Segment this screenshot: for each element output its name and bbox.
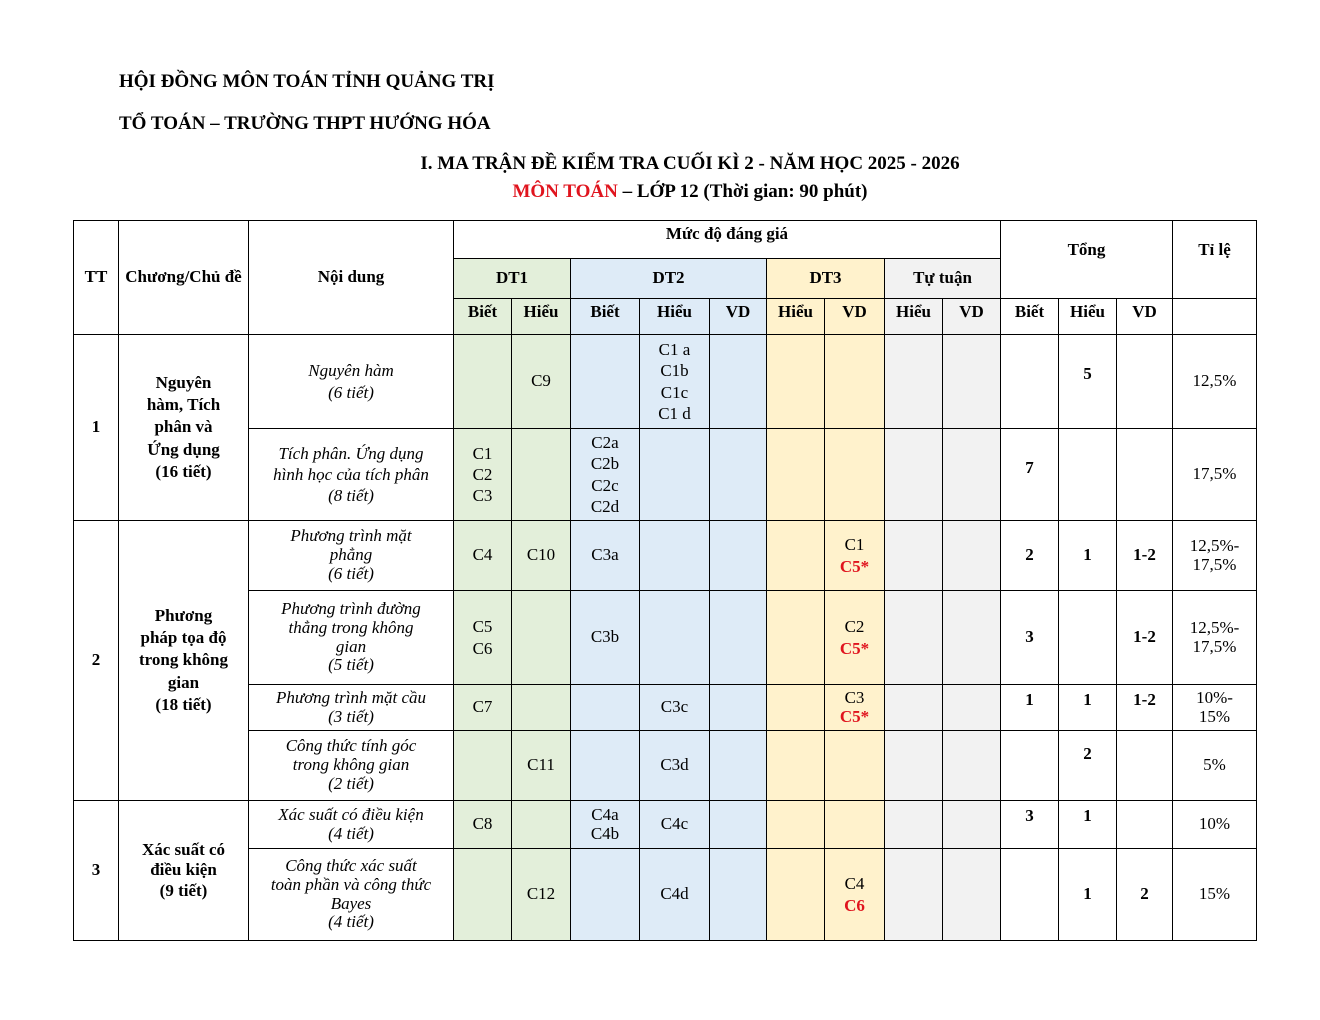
table-row [74,521,1257,591]
q-cell: C5 C6 [454,591,512,685]
total-cell: 3 [1001,801,1059,849]
q-cell: C4d [640,849,710,941]
col-dt2: DT2 [571,259,767,299]
content-cell: Tích phân. Ứng dụng hình học của tích phân (8 tiết) [249,429,454,521]
q-cell: C3d [640,731,710,801]
dt1-biet: Biết [454,299,512,335]
q-cell: C4 C6 [825,849,885,941]
tong-hieu: Hiểu [1059,299,1117,335]
content-cell: Phương trình mặt cầu (3 tiết) [249,685,454,731]
q-cell: C11 [512,731,571,801]
subject-name: MÔN TOÁN [512,181,618,202]
total-cell: 5 [1059,335,1117,429]
q-cell: C2 C5* [825,591,885,685]
total-cell: 1-2 [1117,591,1173,685]
content-cell: Công thức tính góc trong không gian (2 tiết) [249,731,454,801]
total-cell: 3 [1001,591,1059,685]
total-cell: 1 [1059,849,1117,941]
chapter-name: Phương pháp tọa độ trong không gian (18 tiết) [119,521,249,801]
tong-biet: Biết [1001,299,1059,335]
total-cell: 2 [1117,849,1173,941]
q-cell: C10 [512,521,571,591]
col-level: Mức độ đáng giá [454,221,1001,259]
col-tt: TT [74,221,119,335]
ratio-cell: 10% [1173,801,1257,849]
dt2-biet: Biết [571,299,640,335]
ratio-cell: 5% [1173,731,1257,801]
tutuan-vd: VD [943,299,1001,335]
dt3-vd: VD [825,299,885,335]
exam-matrix-table [73,220,1257,941]
page-title: I. MA TRẬN ĐỀ KIỂM TRA CUỐI KÌ 2 - NĂM HỌC 2025 - 2026 [420,153,960,174]
q-cell: C3b [571,591,640,685]
q-cell: C3 C5* [825,685,885,731]
dt3-hieu: Hiểu [767,299,825,335]
subtitle-rest: – LỚP 12 (Thời gian: 90 phút) [617,181,868,202]
total-cell: 2 [1059,731,1117,801]
content-cell: Nguyên hàm (6 tiết) [249,335,454,429]
content-cell: Công thức xác suất toàn phần và công thức Bayes (4 tiết) [249,849,454,941]
chapter-name: Xác suất có điều kiện (9 tiết) [119,801,249,941]
header-line-1: HỘI ĐỒNG MÔN TOÁN TỈNH QUẢNG TRỊ [119,71,495,92]
chapter-tt: 2 [74,521,119,801]
ratio-cell: 12,5%- 17,5% [1173,521,1257,591]
chapter-tt: 1 [74,335,119,521]
q-cell: C4c [640,801,710,849]
ratio-cell: 10%- 15% [1173,685,1257,731]
q-cell: C12 [512,849,571,941]
ratio-cell: 12,5%- 17,5% [1173,591,1257,685]
total-cell: 1 [1059,685,1117,731]
q-cell: C3c [640,685,710,731]
header-row-1 [74,221,1257,259]
total-cell: 1 [1059,521,1117,591]
total-cell: 2 [1001,521,1059,591]
ratio-cell: 12,5% [1173,335,1257,429]
content-cell: Phương trình mặt phẳng (6 tiết) [249,521,454,591]
dt1-hieu: Hiểu [512,299,571,335]
ratio-cell: 15% [1173,849,1257,941]
col-dt1: DT1 [454,259,571,299]
q-cell: C1 C2 C3 [454,429,512,521]
table-row [74,429,1257,521]
ratio-cell: 17,5% [1173,429,1257,521]
chapter-name: Nguyên hàm, Tích phân và Ứng dụng (16 tiết) [119,335,249,521]
content-cell: Phương trình đường thẳng trong không gian (5 tiết) [249,591,454,685]
tile-blank [1173,299,1257,335]
page-subtitle [30,181,1320,203]
col-content: Nội dung [249,221,454,335]
total-cell: 7 [1001,429,1059,521]
total-cell: 1-2 [1117,685,1173,731]
dt2-hieu: Hiểu [640,299,710,335]
table-row [74,591,1257,685]
q-cell: C4a C4b [571,801,640,849]
table-row [74,335,1257,429]
col-chapter: Chương/Chủ đề [119,221,249,335]
q-cell: C8 [454,801,512,849]
q-cell: C4 [454,521,512,591]
total-cell: 1 [1001,685,1059,731]
total-cell: 1 [1059,801,1117,849]
q-cell: C3a [571,521,640,591]
total-cell: 1-2 [1117,521,1173,591]
q-cell: C2a C2b C2c C2d [571,429,640,521]
table-row [74,731,1257,801]
content-cell: Xác suất có điều kiện (4 tiết) [249,801,454,849]
table-row [74,801,1257,849]
col-tong: Tổng [1001,221,1173,299]
table-row [74,849,1257,941]
col-dt3: DT3 [767,259,885,299]
q-cell: C1 C5* [825,521,885,591]
header-line-2: TỔ TOÁN – TRƯỜNG THPT HƯỚNG HÓA [119,113,491,134]
q-cell: C7 [454,685,512,731]
table-row [74,685,1257,731]
dt2-vd: VD [710,299,767,335]
chapter-tt: 3 [74,801,119,941]
col-tutuan: Tự tuận [885,259,1001,299]
tong-vd: VD [1117,299,1173,335]
q-cell: C9 [512,335,571,429]
tutuan-hieu: Hiểu [885,299,943,335]
col-tile: Tỉ lệ [1173,221,1257,299]
q-cell: C1 a C1b C1c C1 d [640,335,710,429]
